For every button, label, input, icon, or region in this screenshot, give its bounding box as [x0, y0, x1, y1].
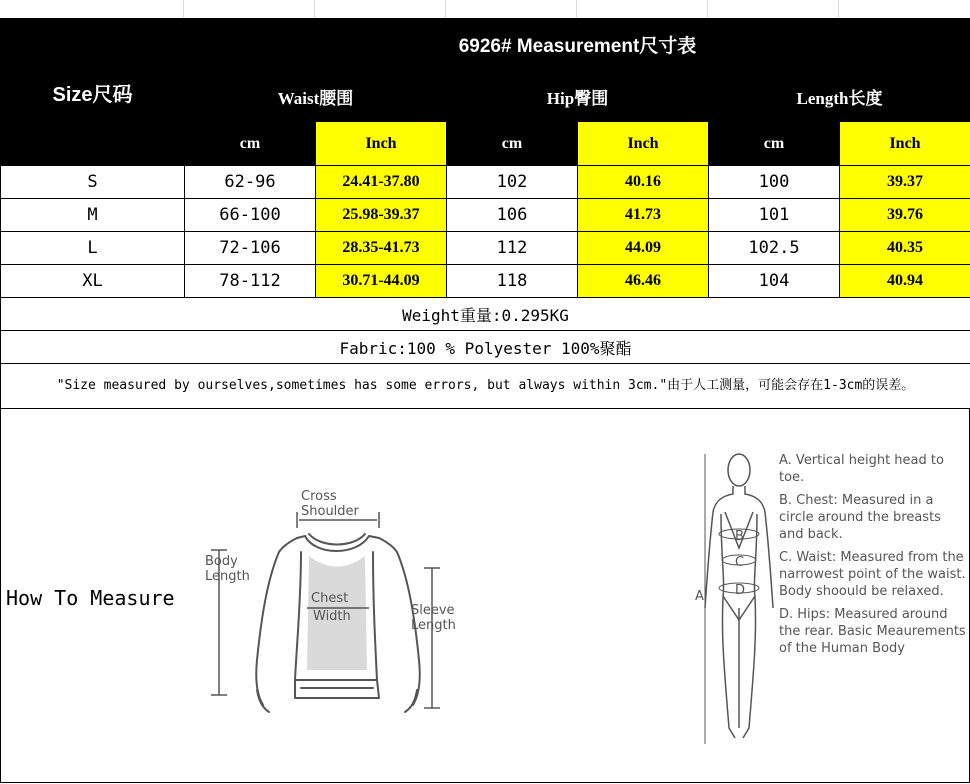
size-header: Size尺码	[1, 19, 185, 166]
letter-a: A	[695, 589, 704, 604]
hip-cm-header: cm	[447, 122, 578, 166]
measurement-notes	[779, 452, 967, 663]
length-inch-cell: 40.94	[840, 265, 970, 298]
length-inch-header: Inch	[840, 122, 970, 166]
waist-cm-header: cm	[185, 122, 316, 166]
sleeve-length-label-2: Length	[411, 618, 456, 633]
size-cell: L	[1, 232, 185, 265]
hip-cm-cell: 118	[447, 265, 578, 298]
spreadsheet-grid-strip	[0, 0, 970, 19]
table-row	[1, 199, 970, 232]
length-inch-cell: 40.35	[840, 232, 970, 265]
letter-b: B	[735, 529, 744, 544]
size-cell: M	[1, 199, 185, 232]
hip-inch-header: Inch	[578, 122, 709, 166]
note-c: C. Waist: Measured from the narrowest point of the waist. Body shoould be relaxed.	[779, 550, 966, 599]
size-cell: XL	[1, 265, 185, 298]
chest-width-label-1: Chest	[311, 591, 349, 606]
size-cell: S	[1, 166, 185, 199]
body-length-label-1: Body	[205, 554, 238, 569]
waist-cm-cell: 72-106	[185, 232, 316, 265]
hip-inch-cell: 44.09	[578, 232, 709, 265]
waist-cm-cell: 78-112	[185, 265, 316, 298]
hip-inch-cell: 46.46	[578, 265, 709, 298]
measurement-note: "Size measured by ourselves,sometimes has some errors, but always within 3cm."由于人工测量，可能会存在1-3cm的误差。	[1, 364, 970, 409]
waist-inch-cell: 30.71-44.09	[316, 265, 447, 298]
how-to-measure-label: How To Measure	[6, 586, 175, 610]
hip-cm-cell: 102	[447, 166, 578, 199]
human-body-diagram	[681, 448, 781, 753]
waist-inch-cell: 28.35-41.73	[316, 232, 447, 265]
length-inch-cell: 39.76	[840, 199, 970, 232]
hip-header: Hip臀围	[447, 71, 709, 122]
cross-shoulder-label-1: Cross	[301, 490, 337, 504]
length-inch-cell: 39.37	[840, 166, 970, 199]
waist-cm-cell: 62-96	[185, 166, 316, 199]
note-b: B. Chest: Measured in a circle around the breasts and back.	[779, 493, 941, 542]
sleeve-length-label-1: Sleeve	[411, 603, 455, 618]
sweater-diagram	[197, 490, 477, 730]
length-cm-cell: 104	[709, 265, 840, 298]
note-a: A. Vertical height head to toe.	[779, 453, 944, 485]
length-cm-cell: 100	[709, 166, 840, 199]
body-length-label-2: Length	[205, 569, 250, 584]
how-to-measure-panel	[0, 408, 970, 783]
length-cm-cell: 101	[709, 199, 840, 232]
fabric-row: Fabric:100 % Polyester 100%聚酯	[1, 331, 970, 364]
hip-cm-cell: 106	[447, 199, 578, 232]
table-row	[1, 265, 970, 298]
letter-d: D	[735, 583, 746, 598]
waist-inch-cell: 24.41-37.80	[316, 166, 447, 199]
note-d: D. Hips: Measured around the rear. Basic Meaurements of the Human Body	[779, 607, 966, 656]
letter-c: C	[735, 555, 745, 570]
size-chart-table	[0, 18, 970, 409]
waist-inch-cell: 25.98-39.37	[316, 199, 447, 232]
waist-header: Waist腰围	[185, 71, 447, 122]
hip-cm-cell: 112	[447, 232, 578, 265]
weight-row: Weight重量:0.295KG	[1, 298, 970, 331]
length-cm-cell: 102.5	[709, 232, 840, 265]
hip-inch-cell: 41.73	[578, 199, 709, 232]
chest-width-label-2: Width	[313, 609, 351, 624]
table-row	[1, 232, 970, 265]
waist-inch-header: Inch	[316, 122, 447, 166]
waist-cm-cell: 66-100	[185, 199, 316, 232]
length-cm-header: cm	[709, 122, 840, 166]
cross-shoulder-label-2: Shoulder	[301, 504, 359, 519]
table-row	[1, 166, 970, 199]
chart-title: 6926# Measurement尺寸表	[185, 19, 970, 71]
hip-inch-cell: 40.16	[578, 166, 709, 199]
length-header: Length长度	[709, 71, 970, 122]
